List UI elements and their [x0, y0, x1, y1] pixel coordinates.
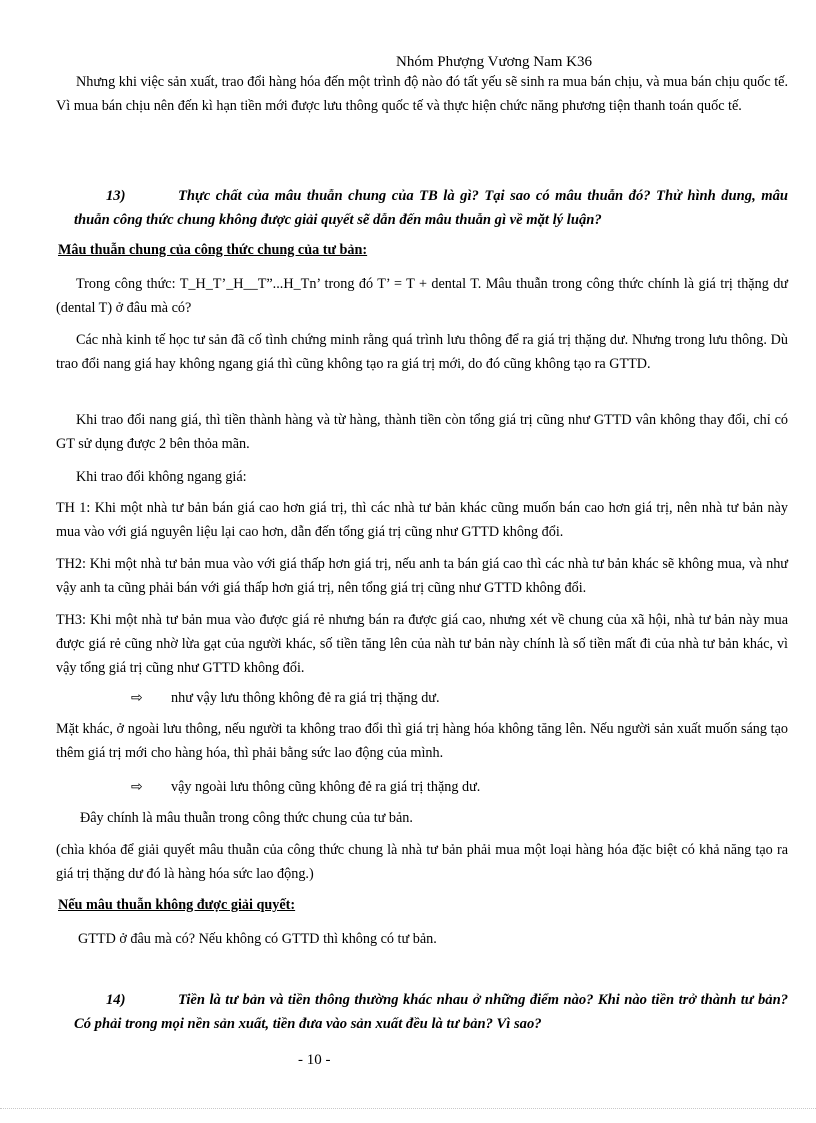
- case-3-paragraph: TH3: Khi một nhà tư bản mua vào được giá rẻ nhưng bán ra được giá cao, nhưng xét về chung của xã hội, nhà tư bản này mua được giá rẻ cũng nhờ lừa gạt của người khác, số tiền tăng lên của nàh tư bản này chính là số tiền mất đi của nhà tư bản khác, vì vậy tổng giá trị cũng như GTTD không đổi.: [56, 612, 788, 676]
- key-note-paragraph: (chìa khóa để giải quyết mâu thuẫn của công thức chung là nhà tư bản phải mua một loại hàng hóa đặc biệt có khả năng tạo ra giá trị thặng dư đó là hàng hóa sức lao động.): [56, 842, 788, 882]
- case-1-paragraph: TH 1: Khi một nhà tư bản bán giá cao hơn giá trị, thì các nhà tư bản khác cũng muốn bán cao hơn giá trị, nên nhà tư bản này mua vào với giá nguyên liệu lại cao hơn, dẫn đến tổng giá trị cũng như GTTD không đổi.: [56, 500, 788, 540]
- case-2-paragraph: TH2: Khi một nhà tư bản mua vào với giá thấp hơn giá trị, nếu anh ta bán giá cao thì các nhà tư bản khác sẽ không mua, và như vậy anh ta cũng phải bán với giá thấp hơn giá trị, nên tổng giá trị cũng như GTTD không đổi.: [56, 556, 788, 596]
- contradiction-summary: Đây chính là mâu thuẫn trong công thức chung của tư bản.: [80, 810, 413, 826]
- question-13-text: Thực chất của mâu thuẫn chung của TB là gì? Tại sao có mâu thuẫn đó? Thử hình dung, mâu thuẫn công thức chung không được giải quyết sẽ dẫn đến mâu thuẫn gì về mặt lý luận?: [74, 188, 788, 228]
- section-heading-contradiction: Mâu thuẫn chung của công thức chung của tư bản:: [58, 242, 368, 258]
- question-13: [74, 184, 788, 232]
- conclusion-line-2-text: vậy ngoài lưu thông cũng không đẻ ra giá trị thặng dư.: [171, 779, 481, 795]
- conclusion-line-2: [131, 776, 480, 798]
- outside-circulation-paragraph: Mặt khác, ở ngoài lưu thông, nếu người ta không trao đổi thì giá trị hàng hóa không tăng lên. Nếu người sản xuất muốn sáng tạo thêm giá trị mới cho hàng hóa, thì phải bằng sức lao động của mình.: [56, 721, 788, 761]
- equal-exchange-paragraph: Khi trao đổi nang giá, thì tiền thành hàng và từ hàng, thành tiền còn tổng giá trị cũng như GTTD vân không thay đổi, chỉ có GT sử dụng được 2 bên thỏa mãn.: [56, 412, 788, 452]
- question-14: [74, 988, 788, 1036]
- formula-paragraph: Trong công thức: T_H_T’_H__T”...H_Tn’ trong đó T’ = T + dental T. Mâu thuẫn trong công thức chính là giá trị thặng dư (dental T) ở đâu mà có?: [56, 276, 788, 316]
- intro-paragraph: Nhưng khi việc sản xuất, trao đổi hàng hóa đến một trình độ nào đó tất yếu sẽ sinh ra mua bán chịu, và mua bán chịu quốc tế. Vì mua bán chịu nên đến kì hạn tiền mới được lưu thông quốc tế và thực hiện chức năng phương tiện thanh toán quốc tế.: [56, 74, 788, 114]
- right-arrow-icon: ⇨: [131, 690, 143, 706]
- question-14-text: Tiền là tư bản và tiền thông thường khác nhau ở những điểm nào? Khi nào tiền trở thành tư bản? Có phải trong mọi nền sản xuất, tiền đưa vào sản xuất đều là tư bản? Vì sao?: [74, 992, 788, 1032]
- right-arrow-icon: ⇨: [131, 779, 143, 795]
- question-14-number: 14): [106, 992, 126, 1008]
- economists-paragraph: Các nhà kinh tế học tư sản đã cố tình chứng minh rằng quá trình lưu thông để ra giá trị thặng dư. Nhưng trong lưu thông. Dù trao đổi nang giá hay không ngang giá thì cũng không tạo ra giá trị mới, do đó cũng không tạo ra GTTD.: [56, 332, 788, 372]
- unequal-exchange-paragraph: Khi trao đổi không ngang giá:: [76, 469, 247, 485]
- section-heading-unresolved: Nếu mâu thuẫn không được giải quyết:: [58, 897, 296, 913]
- question-13-number: 13): [106, 188, 126, 204]
- page-header: Nhóm Phượng Vương Nam K36: [396, 54, 593, 70]
- conclusion-line-1: [131, 687, 440, 709]
- page-bottom-divider: [0, 1108, 816, 1109]
- page-number: - 10 -: [298, 1052, 331, 1068]
- unresolved-paragraph: GTTD ở đâu mà có? Nếu không có GTTD thì không có tư bản.: [78, 931, 437, 947]
- conclusion-line-1-text: như vậy lưu thông không đẻ ra giá trị thặng dư.: [171, 690, 440, 706]
